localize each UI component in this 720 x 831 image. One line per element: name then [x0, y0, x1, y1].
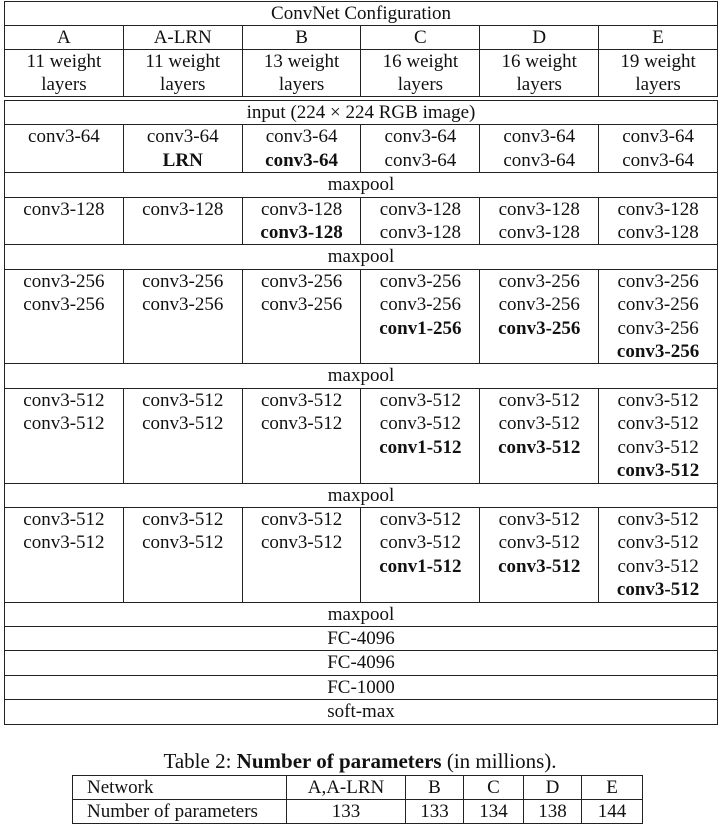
column-description	[480, 50, 599, 97]
column-description	[361, 50, 480, 97]
layer-cell	[361, 125, 480, 173]
layer-label: LRN	[162, 149, 203, 171]
conv-block-row	[5, 197, 718, 245]
layer-cell	[5, 388, 124, 483]
layer-label: conv3-128	[260, 222, 343, 244]
layer-label: conv3-512	[23, 532, 105, 554]
parameter-count: 133	[287, 800, 406, 824]
layer-label: conv3-64	[146, 126, 219, 148]
layer-label: conv3-256	[617, 270, 699, 292]
column-description-line: layers	[516, 74, 562, 95]
layer-cell	[123, 125, 242, 173]
maxpool-row: maxpool	[5, 364, 718, 388]
network-name: B	[406, 776, 464, 800]
layer-label: conv3-512	[617, 532, 699, 554]
layer-label: conv3-256	[617, 294, 699, 316]
column-description-line: 13 weight	[263, 51, 340, 72]
layer-cell	[242, 388, 361, 483]
layer-label: conv3-128	[617, 198, 699, 220]
layer-cell	[361, 197, 480, 245]
layer-label: conv3-512	[498, 508, 580, 530]
layer-label: conv3-64	[622, 149, 694, 171]
layer-cell	[5, 197, 124, 245]
layer-label: conv3-256	[498, 294, 580, 316]
layer-label: conv3-512	[379, 532, 462, 554]
params-row-label: Number of parameters	[73, 800, 287, 824]
layer-cell	[5, 125, 124, 173]
column-description-line: 16 weight	[501, 51, 577, 72]
caption-suffix: (in millions).	[441, 749, 557, 773]
layer-cell	[599, 388, 718, 483]
layer-label: conv3-256	[142, 270, 224, 292]
column-description-line: 19 weight	[620, 51, 696, 72]
layer-label: conv3-512	[142, 413, 224, 435]
layer-label: conv3-512	[617, 389, 699, 411]
parameter-count: 144	[582, 800, 643, 824]
layer-cell	[361, 507, 480, 602]
layer-cell	[599, 197, 718, 245]
layer-label: conv3-128	[379, 198, 462, 220]
layer-label: conv3-512	[616, 579, 700, 601]
layer-label: conv3-64	[265, 149, 338, 171]
layer-cell	[480, 269, 599, 364]
layer-label: conv3-256	[617, 317, 699, 339]
layer-label: conv3-128	[617, 222, 699, 244]
table-title: ConvNet Configuration	[5, 2, 718, 26]
layer-label: conv3-512	[616, 460, 700, 482]
column-name: B	[242, 26, 361, 50]
layer-label: conv3-512	[142, 508, 224, 530]
conv-block-row	[5, 507, 718, 602]
column-name: C	[361, 26, 480, 50]
column-description	[5, 50, 124, 97]
network-header: Network	[73, 776, 287, 800]
convnet-configuration-table	[4, 1, 718, 725]
caption-prefix: Table 2:	[163, 749, 237, 773]
layer-cell	[242, 507, 361, 602]
layer-cell	[480, 388, 599, 483]
layer-label: conv3-256	[260, 294, 343, 316]
layer-label: conv3-512	[617, 508, 699, 530]
layer-cell	[361, 388, 480, 483]
column-name: E	[599, 26, 718, 50]
layer-label: conv3-64	[503, 149, 576, 171]
parameters-table	[72, 775, 643, 824]
layer-label: conv3-512	[498, 532, 580, 554]
layer-cell	[361, 269, 480, 364]
layer-cell	[480, 507, 599, 602]
column-description-line: layers	[160, 74, 206, 95]
layer-label: conv3-512	[260, 389, 343, 411]
column-description	[242, 50, 361, 97]
network-name: E	[582, 776, 643, 800]
layer-label: conv3-128	[498, 222, 580, 244]
layer-cell	[480, 197, 599, 245]
column-description-line: 16 weight	[382, 51, 459, 72]
layer-label: conv1-512	[379, 555, 462, 577]
layer-cell	[123, 269, 242, 364]
layer-label: conv3-512	[260, 508, 343, 530]
layer-label: conv3-512	[617, 555, 699, 577]
layer-label: conv3-256	[142, 294, 224, 316]
layer-label: conv3-512	[142, 389, 224, 411]
network-name: A,A-LRN	[287, 776, 406, 800]
layer-label: conv3-512	[498, 436, 581, 458]
conv-block-row	[5, 269, 718, 364]
column-name: D	[480, 26, 599, 50]
layer-label: conv3-64	[265, 126, 338, 148]
layer-label: conv3-128	[260, 198, 343, 220]
layer-label: conv3-128	[142, 198, 224, 220]
layer-label: conv3-64	[28, 126, 100, 148]
layer-cell	[123, 507, 242, 602]
layer-cell	[599, 125, 718, 173]
layer-label: conv3-512	[379, 389, 462, 411]
column-description-line: 11 weight	[26, 51, 102, 72]
conv-block-row	[5, 125, 718, 173]
maxpool-row: maxpool	[5, 173, 718, 197]
layer-label: conv3-256	[616, 341, 700, 363]
layer-label: conv3-64	[384, 149, 457, 171]
column-description	[599, 50, 718, 97]
layer-cell	[480, 125, 599, 173]
layer-label: conv3-512	[23, 413, 105, 435]
layer-label: conv3-128	[498, 198, 580, 220]
layer-cell	[5, 269, 124, 364]
layer-label: conv3-512	[260, 532, 343, 554]
column-description	[123, 50, 242, 97]
parameter-count: 133	[406, 800, 464, 824]
layer-cell	[242, 197, 361, 245]
layer-cell	[599, 507, 718, 602]
column-description-line: layers	[41, 74, 87, 95]
column-description-line: layers	[278, 74, 325, 95]
tail-layer-row: FC-4096	[5, 651, 718, 675]
layer-label: conv3-512	[142, 532, 224, 554]
layer-label: conv3-256	[260, 270, 343, 292]
tail-layer-row: FC-1000	[5, 675, 718, 699]
layer-cell	[242, 269, 361, 364]
layer-label: conv3-512	[260, 413, 343, 435]
layer-label: conv3-512	[617, 436, 699, 458]
column-name: A-LRN	[123, 26, 242, 50]
layer-label: conv3-512	[23, 389, 105, 411]
layer-cell	[5, 507, 124, 602]
layer-label: conv3-64	[503, 126, 576, 148]
layer-label: conv3-512	[498, 389, 580, 411]
layer-label: conv3-512	[498, 555, 581, 577]
network-name: C	[464, 776, 524, 800]
layer-label: conv1-256	[379, 317, 462, 339]
layer-label: conv1-512	[379, 436, 462, 458]
tail-layer-row: FC-4096	[5, 626, 718, 650]
maxpool-row: maxpool	[5, 483, 718, 507]
layer-label: conv3-256	[379, 294, 462, 316]
layer-label: conv3-512	[617, 413, 699, 435]
input-row: input (224 × 224 RGB image)	[5, 101, 718, 125]
caption-bold: Number of parameters	[236, 749, 442, 773]
layer-label: conv3-128	[23, 198, 105, 220]
layer-label: conv3-512	[498, 413, 580, 435]
layer-label: conv3-64	[384, 126, 457, 148]
column-name: A	[5, 26, 124, 50]
layer-label: conv3-512	[23, 508, 105, 530]
parameter-count: 138	[524, 800, 582, 824]
layer-label: conv3-256	[23, 294, 105, 316]
layer-cell	[242, 125, 361, 173]
layer-label: conv3-512	[379, 508, 462, 530]
layer-label: conv3-64	[622, 126, 694, 148]
tail-layer-row: soft-max	[5, 700, 718, 724]
conv-block-row	[5, 388, 718, 483]
network-name: D	[524, 776, 582, 800]
layer-label: conv3-256	[23, 270, 105, 292]
layer-cell	[599, 269, 718, 364]
layer-label: conv3-512	[379, 413, 462, 435]
layer-label: conv3-128	[379, 222, 462, 244]
layer-label: conv3-256	[498, 317, 581, 339]
column-description-line: 11 weight	[145, 51, 221, 72]
maxpool-row: maxpool	[5, 602, 718, 626]
column-description-line: layers	[635, 74, 681, 95]
parameter-count: 134	[464, 800, 524, 824]
layer-label: conv3-256	[379, 270, 462, 292]
column-description-line: layers	[397, 74, 444, 95]
params-table-caption	[0, 749, 720, 774]
layer-cell	[123, 197, 242, 245]
layer-cell	[123, 388, 242, 483]
maxpool-row: maxpool	[5, 245, 718, 269]
layer-label: conv3-256	[498, 270, 580, 292]
